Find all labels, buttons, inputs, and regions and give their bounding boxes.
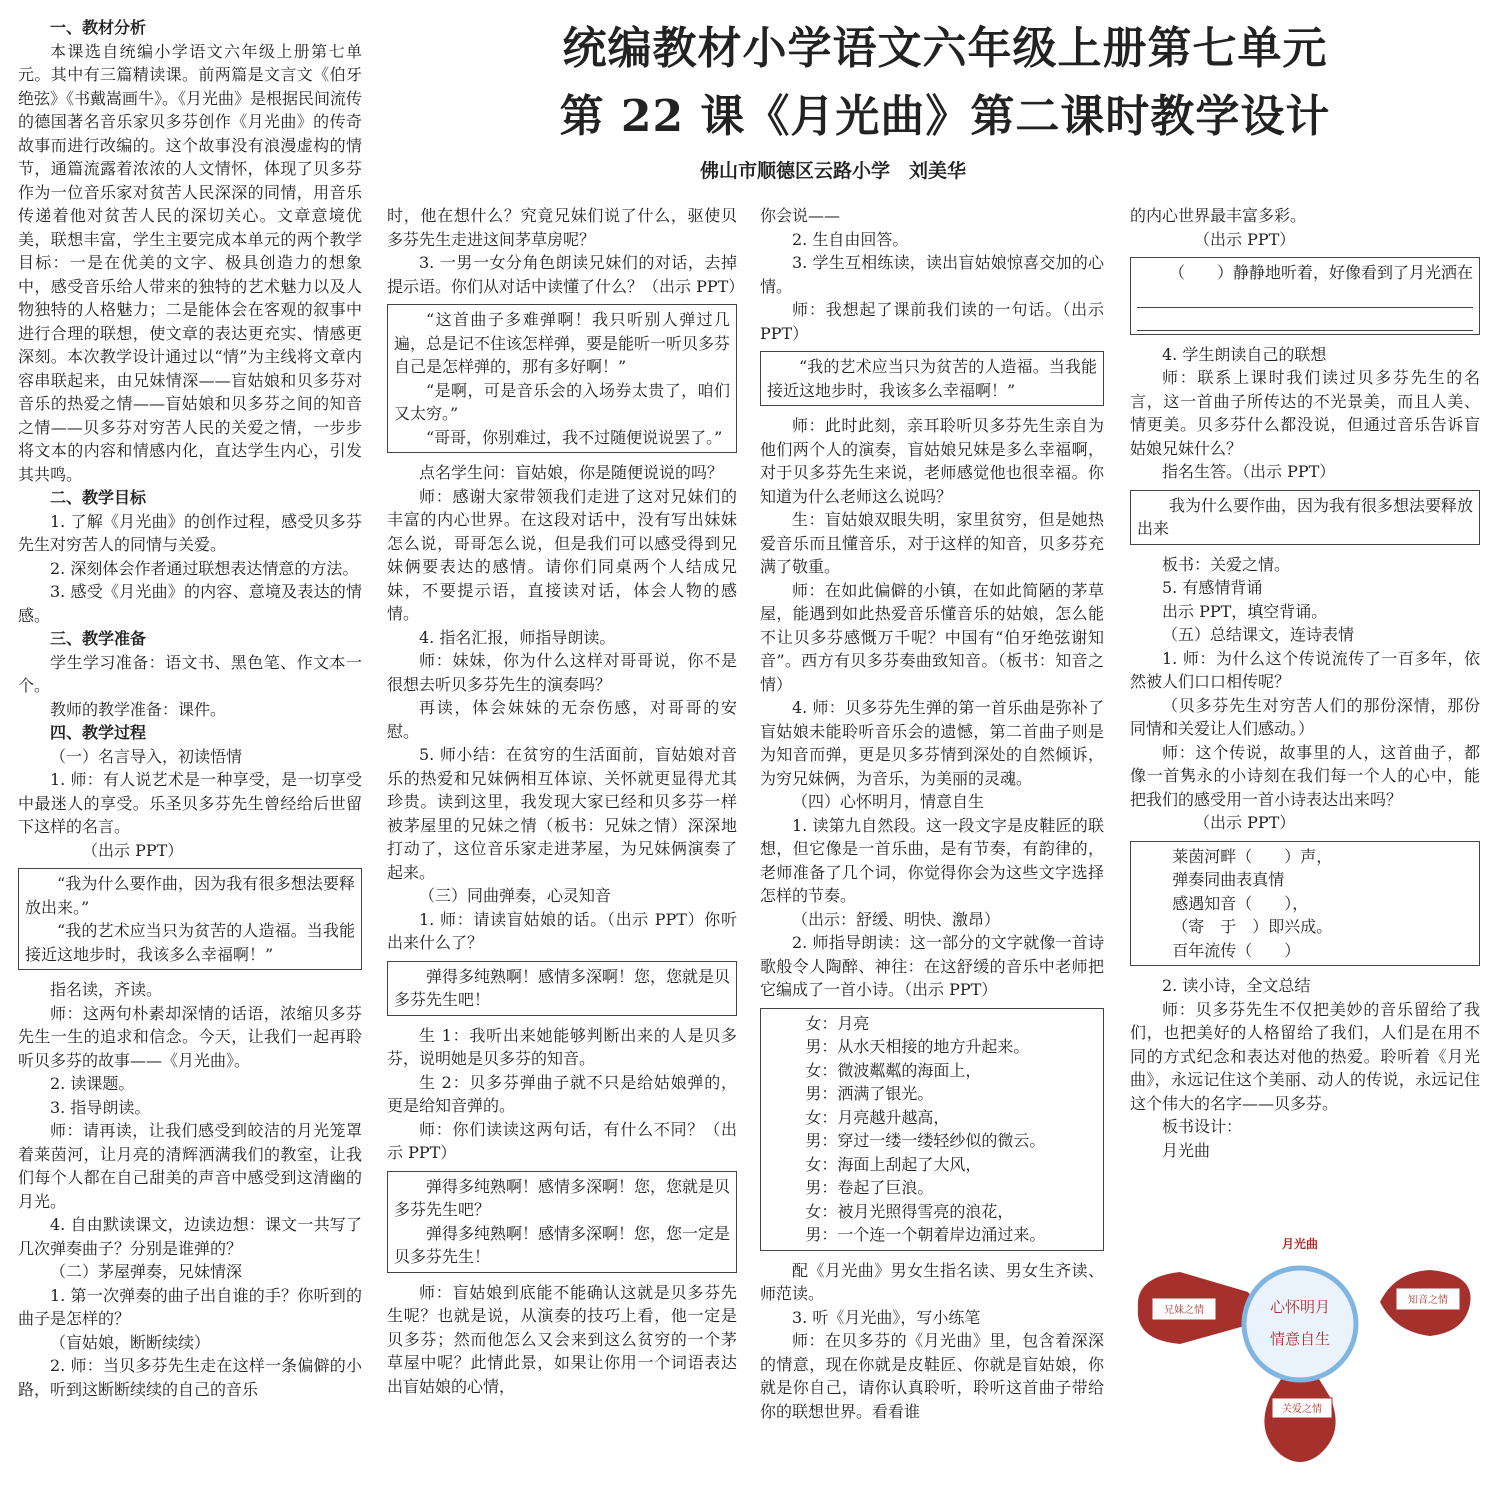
paragraph: 你会说—— [760,206,841,225]
quote-box [760,351,1104,406]
paragraph: 的内心世界最丰富多彩。 [1130,206,1307,225]
box-line: 百年流传（ ） [1172,940,1301,960]
page-title-line1: 统编教材小学语文六年级上册第七单元 [562,23,1328,74]
box-line: 弹得多纯熟啊！感情多深啊！您，您就是贝多芬先生吧！ [394,966,731,1009]
paragraph: 师：妹妹，你为什么这样对哥哥说，你不是很想去听贝多芬先生的演奏吗？ [387,651,737,694]
box-line: 女：月亮 [805,1013,870,1033]
box-line: 男：洒满了银光。 [805,1084,934,1103]
paragraph: 教师的教学准备：课件。 [50,699,227,719]
paragraph: 师：贝多芬先生不仅把美妙的音乐留给了我们，也把美好的人格留给了我们，人们是在用不同的方式纪念和表达对他的热爱。聆听着《月光曲》，永远记住这个美丽、动人的传说，永远记住这个伟大的名字——贝多芬。 [1130,999,1480,1113]
paragraph: 生：盲姑娘双眼失明，家里贫穷，但是她热爱音乐而且懂音乐，对于这样的知音，贝多芬充满了敬重。 [760,510,1104,576]
fill-in-box [1130,257,1480,335]
box-line: “我为什么要作曲，因为我有很多想法要释放出来。” [25,874,355,917]
petal-left-label: 兄妹之情 [1164,1305,1204,1316]
paragraph: （二）茅屋弹奏，兄妹情深 [50,1262,243,1281]
column-1 [18,16,362,1401]
paragraph: 指名读，齐读。 [50,980,163,999]
blank-line [1137,285,1473,308]
paragraph: 师：在如此偏僻的小镇，在如此简陋的茅草屋，能遇到如此热爱音乐懂音乐的姑娘，怎么能不让贝多芬感慨万千呢？中国有“伯牙绝弦谢知音”。西方有贝多芬奏曲致知音。（板书：知音之情） [760,580,1104,694]
box-line: 女：被月光照得雪亮的浪花， [805,1201,1014,1221]
paragraph: 1. 师：为什么这个传说流传了一百多年，依然被人们口口相传呢？ [1130,648,1480,691]
paragraph: 2. 生自由回答。 [792,229,909,249]
paragraph: 1. 了解《月光曲》的创作过程，感受贝多芬先生对穷苦人的同情与关爱。 [18,511,362,554]
box-line: 弹得多纯熟啊！感情多深啊！您，您就是贝多芬先生吧？ [394,1176,731,1219]
box-line: 女：月亮越升越高， [805,1107,950,1127]
section-heading: 二、教学目标 [50,488,147,507]
box-line: “这首曲子多难弹啊！我只听别人弹过几遍，总是记不住该怎样弹，要是能听一听贝多芬自己是怎样弹的，那有多好啊！” [394,310,731,376]
paragraph: 师：这个传说，故事里的人，这首曲子，都像一首隽永的小诗刻在我们每一个人的心中，能把我们的感受用一首小诗表达出来吗？ [1130,742,1480,809]
paragraph: 月光曲 [1162,1140,1211,1160]
paragraph: 5. 师小结：在贫穷的生活面前，盲姑娘对音乐的热爱和兄妹俩相互体谅、关怀就更显得尤其珍贵。读到这里，我发现大家已经和贝多芬一样被茅屋里的兄妹之情（板书：兄妹之情）深深地打动了，这位音乐家走进茅屋，为兄妹俩演奏了起来。 [387,745,737,882]
center-line1: 心怀明月 [1269,1298,1331,1316]
paragraph: 学生学习准备：语文书、黑色笔、作文本一个。 [18,652,362,695]
box-line: “我的艺术应当只为贫苦的人造福。当我能接近这地步时，我该多么幸福啊！” [25,921,355,964]
box-line: 男：从水天相接的地方升起来。 [805,1037,1030,1056]
center-circle [1244,1268,1356,1380]
paragraph: （五）总结课文，连诗表情 [1162,625,1355,644]
paragraph: 师：此时此刻，亲耳聆听贝多芬先生亲自为他们两个人的演奏，盲姑娘兄妹是多么幸福啊，对于贝多芬先生来说，老师感觉他也很幸福。你知道为什么老师这么说吗？ [760,416,1104,506]
section-heading: 三、教学准备 [50,629,147,648]
section-heading: 四、教学过程 [50,723,147,742]
paragraph: 配《月光曲》男女生指名读、男女生齐读、师范读。 [760,1260,1104,1303]
paragraph: （一）名言导入，初读悟情 [50,746,243,766]
quote-box [387,304,737,453]
poem-box [1130,841,1480,967]
box-line: 莱茵河畔（ ）声， [1172,846,1333,866]
paragraph: 2. 读小诗，全文总结 [1162,976,1311,995]
paragraph: 4. 指名汇报，师指导朗读。 [419,627,616,647]
paragraph: 师：你们读读这两句话，有什么不同？（出示 PPT） [387,1119,737,1162]
paragraph: 3. 指导朗读。 [50,1097,151,1117]
author-line: 佛山市顺德区云路小学 刘美华 [700,160,967,182]
paragraph: （盲姑娘，断断续续） [50,1332,211,1352]
paragraph: 2. 师指导朗读：这一部分的文字就像一首诗歌般令人陶醉、神往：在这舒缓的音乐中老师把它编成了一首小诗。（出示 PPT） [760,933,1104,999]
paragraph: 师：感谢大家带领我们走进了这对兄妹们的丰富的内心世界。在这段对话中，没有写出妹妹怎么说，哥哥怎么说，但是我们可以感受得到兄妹俩要表达的感情。请你们同桌两个人结成兄妹，不要提示语，直接读对话，体会人物的感情。 [387,486,737,623]
box-line: 弹奏同曲表真情 [1172,870,1285,889]
paragraph: 师：联系上课时我们读过贝多芬先生的名言，这一首曲子所传达的不光景美，而且人美、情更美。贝多芬什么都没说，但通过音乐告诉盲姑娘兄妹什么？ [1130,368,1480,458]
paragraph: 师：我想起了课前我们读的一句话。（出示 PPT） [760,300,1104,343]
box-line: （寄 于 ）即兴成。 [1172,917,1333,936]
paragraph: 2. 深刻体会作者通过联想表达情意的方法。 [50,558,359,578]
box-line: “哥哥，你别难过，我不过随便说说罢了。” [426,427,723,447]
column-3 [760,204,1104,1423]
paragraph: 本课选自统编小学语文六年级上册第七单元。其中有三篇精读课。前两篇是文言文《伯牙绝弦》《书戴嵩画牛》。《月光曲》是根据民间流传的德国著名音乐家贝多芬创作《月光曲》的传奇故事而进行改编的。这个故事没有浪漫虚构的情节，通篇流露着浓浓的人文情怀，体现了贝多芬作为一位音乐家对贫苦人民深深的同情，用音乐传递着他对贫苦人民的深切关心。文章意境优美，联想丰富，学生主要完成本单元的两个教学目标：一是在优美的文字、极具创造力的想象中，感受音乐给人带来的独特的艺术魅力以及人物独特的人格魅力；二是能体会在客观的叙事中进行合理的联想，使文章的表达更充实、情感更深刻。本次教学设计通过以“情”为主线将文章内容串联起来，由兄妹情深——盲姑娘和贝多芬对音乐的热爱之情——盲姑娘和贝多芬之间的知音之情——贝多芬对穷苦人民的关爱之情，一步步将文本的内容和情感内化，直达学生内心，引发其共鸣。 [18,41,363,484]
paragraph: 点名学生问：盲姑娘，你是随便说说的吗？ [419,463,724,482]
box-line: 弹得多纯熟啊！感情多深啊！您，您一定是贝多芬先生！ [394,1223,731,1266]
box-line: 男：一个连一个朝着岸边涌过来。 [805,1225,1046,1244]
paragraph: （四）心怀明月，情意自生 [792,792,985,811]
box-line: 男：穿过一缕一缕轻纱似的微云。 [805,1131,1046,1150]
paragraph: 时，他在想什么？究竟兄妹们说了什么，驱使贝多芬先生走进这间茅草房呢？ [387,206,737,249]
paragraph: 板书设计： [1162,1117,1243,1136]
quote-box [387,961,737,1016]
fill-in-prompt: （ ）静静地听着，好像看到了月光洒在 [1169,263,1474,282]
paragraph: （出示 PPT） [1194,229,1296,249]
box-line: “我的艺术应当只为贫苦的人造福。当我能接近这地步时，我该多么幸福啊！” [767,357,1097,400]
paragraph: 师：这两句朴素却深情的话语，浓缩贝多芬先生一生的追求和信念。今天，让我们一起再聆听贝多芬的故事——《月光曲》。 [18,1003,362,1070]
paragraph: 板书：关爱之情。 [1162,554,1291,574]
diagram-title: 月光曲 [1281,1237,1319,1251]
blackboard-design-diagram [1130,1232,1480,1482]
petal-right-label: 知音之情 [1408,1295,1448,1306]
paragraph: （出示 PPT） [82,840,184,860]
paragraph: 3. 感受《月光曲》的内容、意境及表达的情感。 [18,582,362,625]
column-2 [387,204,745,1398]
box-line: 男：卷起了巨浪。 [805,1178,934,1197]
quote-box [387,1171,737,1273]
paragraph: 师：盲姑娘到底能不能确认这就是贝多芬先生呢？也就是说，从演奏的技巧上看，他一定是贝多芬；然而他怎么又会来到这么贫穷的一个茅草屋中呢？此情此景，如果让你用一个词语表达出盲姑娘的心情， [387,1282,737,1396]
paragraph: 2. 师：当贝多芬先生走在这样一条偏僻的小路，听到这断断续续的自己的音乐 [18,1356,362,1399]
paragraph: 4. 自由默读课文，边读边想：课文一共写了几次弹奏曲子？分别是谁弹的？ [18,1215,362,1258]
section-heading: 一、教材分析 [50,18,147,37]
paragraph: （三）同曲弹奏，心灵知音 [419,886,612,905]
paragraph: 再读，体会妹妹的无奈伤感，对哥哥的安慰。 [387,698,737,741]
paragraph: 师：在贝多芬的《月光曲》里，包含着深深的情意，现在你就是皮鞋匠、你就是盲姑娘，你就是你自己，请你认真聆听，聆听这首曲子带给你的联想世界。看看谁 [760,1331,1104,1421]
paragraph: 3. 学生互相练读，读出盲姑娘惊喜交加的心情。 [760,253,1104,296]
petal-bottom-label: 关爱之情 [1282,1404,1322,1415]
center-line2: 情意自生 [1269,1330,1331,1348]
poem-box [760,1008,1104,1251]
paragraph: 1. 师：有人说艺术是一种享受，是一切享受中最迷人的享受。乐圣贝多芬先生曾经给后世留下这样的名言。 [18,770,362,836]
paragraph: 师：请再读，让我们感受到皎洁的月光笼罩着莱茵河，让月亮的清辉洒满我们的教室，让我们每个人都在自己甜美的声音中感受到这清幽的月光。 [18,1121,362,1211]
paragraph: （出示 PPT） [1194,813,1296,832]
column-4 [1130,204,1480,1162]
paragraph: 1. 读第九自然段。这一段文字是皮鞋匠的联想，但它像是一首乐曲，是有节奏，有韵律的，老师准备了几个词，你觉得你会为这些文字选择怎样的节奏。 [760,815,1104,905]
box-line: 女：微波粼粼的海面上， [805,1060,982,1080]
page-title-line2: 第 22 课《月光曲》第二课时教学设计 [559,91,1331,142]
paragraph: 1. 第一次弹奏的曲子出自谁的手？你听到的曲子是怎样的？ [18,1285,362,1328]
blank-line [1137,308,1473,331]
paragraph: （贝多芬先生对穷苦人们的那份深情，那份同情和关爱让人们感动。） [1130,695,1480,738]
paragraph: 1. 师：请读盲姑娘的话。（出示 PPT）你听出来什么了？ [387,909,737,952]
paragraph: 3. 听《月光曲》，写小练笔 [792,1307,981,1327]
box-line: 感遇知音（ ）， [1172,893,1309,913]
quote-box [1130,490,1480,545]
paragraph: 生 2：贝多芬弹曲子就不只是给姑娘弹的，更是给知音弹的。 [387,1072,737,1115]
paragraph: 2. 读课题。 [50,1074,135,1093]
paragraph: （出示：舒缓、明快、激昂） [792,909,1001,929]
paragraph: 指名生答。（出示 PPT） [1162,462,1336,481]
box-line: “是啊，可是音乐会的入场券太贵了，咱们又太穷。” [394,380,730,423]
paragraph: 4. 学生朗读自己的联想 [1162,344,1327,364]
paragraph: 3. 一男一女分角色朗读兄妹们的对话，去掉提示语。你们从对话中读懂了什么？（出示 PPT） [387,253,745,296]
paragraph: 5. 有感情背诵 [1162,578,1263,597]
paragraph: 出示 PPT，填空背诵。 [1162,601,1328,621]
box-line: 女：海面上刮起了大风， [805,1154,982,1174]
paragraph: 生 1：我听出来她能够判断出来的人是贝多芬，说明她是贝多芬的知音。 [387,1025,737,1068]
paragraph: 4. 师：贝多芬先生弹的第一首乐曲是弥补了盲姑娘未能聆听音乐会的遗憾，第二首曲子则是为知音而弹，更是贝多芬情到深处的自然倾诉，为穷兄妹俩，为音乐，为美丽的灵魂。 [760,698,1104,788]
quote-box [18,868,362,970]
box-line: 我为什么要作曲，因为我有很多想法要释放出来 [1137,495,1474,538]
